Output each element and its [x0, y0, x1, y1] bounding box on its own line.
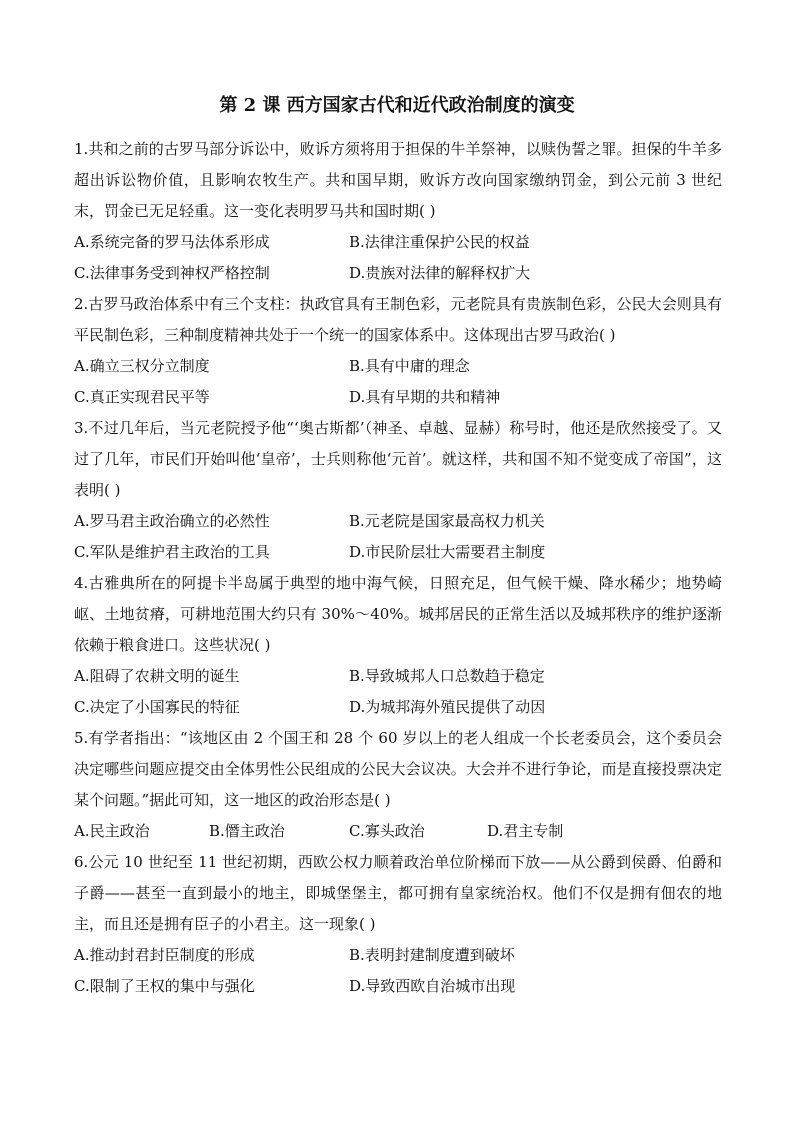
- page-title: 第 2 课 西方国家古代和近代政治制度的演变: [219, 95, 575, 116]
- question-4: [74, 568, 722, 723]
- option-b: B.具有中庸的理念: [349, 357, 470, 375]
- options-grid: [74, 940, 722, 1002]
- option-c: C.真正实现君民平等: [74, 388, 210, 406]
- option-c: C.寡头政治: [349, 822, 425, 840]
- question-5: [74, 723, 722, 847]
- option-c: C.限制了王权的集中与强化: [74, 977, 255, 995]
- option-d: D.君主专制: [487, 822, 564, 840]
- question-stem: 2.古罗马政治体系中有三个支柱：执政官具有王制色彩，元老院具有贵族制色彩，公民大会则具有平民制色彩，三种制度精神共处于一个统一的国家体系中。这体现出古罗马政治( ): [74, 295, 722, 344]
- option-a: A.民主政治: [74, 822, 150, 840]
- option-a: A.罗马君主政治确立的必然性: [74, 512, 270, 530]
- option-d: D.导致西欧自治城市出现: [349, 977, 516, 995]
- option-b: B.元老院是国家最高权力机关: [349, 512, 545, 530]
- question-1: [74, 134, 722, 289]
- question-2: [74, 289, 722, 413]
- option-c: C.法律事务受到神权严格控制: [74, 264, 270, 282]
- question-stem: 4.古雅典所在的阿提卡半岛属于典型的地中海气候，日照充足，但气候干燥、降水稀少；地势崎岖、土地贫瘠，可耕地范围大约只有 30%～40%。城邦居民的正常生活以及城邦秩序的维护逐渐依赖于粮食进口。这些状况( ): [74, 574, 722, 654]
- option-b: B.法律注重保护公民的权益: [349, 233, 530, 251]
- question-stem: 5.有学者指出：“该地区由 2 个国王和 28 个 60 岁以上的老人组成一个长老委员会，这个委员会决定哪些问题应提交由全体男性公民组成的公民大会议决。大会并不进行争论，而是直接投票决定某个问题。”据此可知，这一地区的政治形态是( ): [74, 729, 722, 809]
- question-3: [74, 413, 722, 568]
- options-grid: [74, 661, 722, 723]
- option-d: D.贵族对法律的解释权扩大: [349, 264, 531, 282]
- option-c: C.决定了小国寡民的特征: [74, 698, 240, 716]
- option-b: B.表明封建制度遭到破坏: [349, 946, 515, 964]
- option-c: C.军队是维护君主政治的工具: [74, 543, 270, 561]
- option-a: A.推动封君封臣制度的形成: [74, 946, 255, 964]
- options-grid: [74, 227, 722, 289]
- option-a: A.系统完备的罗马法体系形成: [74, 233, 270, 251]
- question-stem: 6.公元 10 世纪至 11 世纪初期，西欧公权力顺着政治单位阶梯而下放——从公爵到侯爵、伯爵和子爵——甚至一直到最小的地主，即城堡堡主，都可拥有皇家统治权。他们不仅是拥有佃农的地主，而且还是拥有臣子的小君主。这一现象( ): [74, 853, 722, 933]
- question-stem: 3.不过几年后，当元老院授予他“‘奥古斯都’（神圣、卓越、显赫）称号时，他还是欣然接受了。又过了几年，市民们开始叫他‘皇帝’，士兵则称他‘元首’。就这样，共和国不知不觉变成了帝国”，这表明( ): [74, 419, 722, 499]
- question-6: [74, 847, 722, 1002]
- options-grid: [74, 506, 722, 568]
- option-d: D.市民阶层壮大需要君主制度: [349, 543, 546, 561]
- option-d: D.具有早期的共和精神: [349, 388, 501, 406]
- option-b: B.导致城邦人口总数趋于稳定: [349, 667, 545, 685]
- option-b: B.僭主政治: [209, 822, 285, 840]
- option-d: D.为城邦海外殖民提供了动因: [349, 698, 546, 716]
- question-stem: 1.共和之前的古罗马部分诉讼中，败诉方须将用于担保的牛羊祭神，以赎伪誓之罪。担保的牛羊多超出诉讼物价值，且影响农牧生产。共和国早期，败诉方改向国家缴纳罚金，到公元前 3 世纪末，罚金已无足轻重。这一变化表明罗马共和国时期( ): [74, 140, 722, 220]
- options-grid: [74, 351, 722, 413]
- option-a: A.确立三权分立制度: [74, 357, 210, 375]
- options-row: [74, 816, 722, 847]
- option-a: A.阻碍了农耕文明的诞生: [74, 667, 240, 685]
